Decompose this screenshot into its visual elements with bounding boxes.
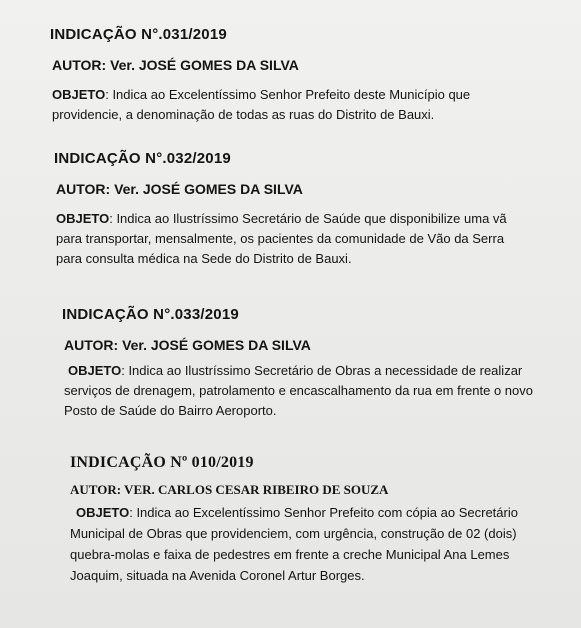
indicacao-032 (54, 150, 559, 269)
object-line: para transportar, mensalmente, os pacientes da comunidade de Vão da Serra (56, 231, 505, 246)
object-line: Posto de Saúde do Bairro Aeroporto. (64, 403, 277, 418)
indicacao-033 (62, 306, 552, 421)
indicacao-031 (50, 26, 555, 125)
object-line (70, 502, 540, 523)
object-line (52, 85, 555, 105)
object-line: Municipal de Obras que providenciem, com urgência, construção de 02 (dois) (70, 526, 517, 541)
object-line: providencie, a denominação de todas as ruas do Distrito de Bauxi. (52, 107, 435, 122)
object-line: Joaquim, situada na Avenida Coronel Artur Borges. (70, 568, 365, 583)
object-label: OBJETO (76, 505, 130, 520)
object-label: OBJETO (68, 363, 122, 378)
indicacao-object (56, 209, 559, 269)
indicacao-object (64, 361, 552, 421)
object-text: : Indica ao Ilustríssimo Secretário de Saúde que disponibilize uma vã (109, 211, 507, 226)
object-line (64, 361, 552, 381)
object-line (56, 209, 559, 229)
indicacao-object (52, 85, 555, 125)
indicacao-heading: INDICAÇÃO N°.032/2019 (54, 150, 231, 167)
object-label: OBJETO (52, 87, 106, 102)
indicacao-heading: INDICAÇÃO N°.033/2019 (62, 306, 239, 323)
indicacao-010 (70, 454, 540, 586)
object-line: para consulta médica na Sede do Distrito de Bauxi. (56, 251, 352, 266)
indicacao-heading: INDICAÇÃO Nº 010/2019 (70, 454, 254, 471)
indicacao-object (70, 502, 540, 586)
object-text: : Indica ao Excelentíssimo Senhor Prefeito com cópia ao Secretário (129, 505, 518, 520)
object-text: : Indica ao Excelentíssimo Senhor Prefeito deste Município que (105, 87, 471, 102)
object-text: : Indica ao Ilustríssimo Secretário de Obras a necessidade de realizar (121, 363, 523, 378)
indicacao-author: AUTOR: Ver. JOSÉ GOMES DA SILVA (52, 57, 299, 73)
indicacao-author: AUTOR: Ver. JOSÉ GOMES DA SILVA (64, 337, 311, 353)
indicacao-heading: INDICAÇÃO N°.031/2019 (50, 26, 227, 43)
indicacao-author: AUTOR: VER. CARLOS CESAR RIBEIRO DE SOUZA (70, 482, 389, 497)
indicacao-author: AUTOR: Ver. JOSÉ GOMES DA SILVA (56, 181, 303, 197)
object-line: serviços de drenagem, patrolamento e encascalhamento da rua em frente o novo (64, 383, 533, 398)
object-label: OBJETO (56, 211, 110, 226)
object-line: quebra-molas e faixa de pedestres em frente a creche Municipal Ana Lemes (70, 547, 510, 562)
